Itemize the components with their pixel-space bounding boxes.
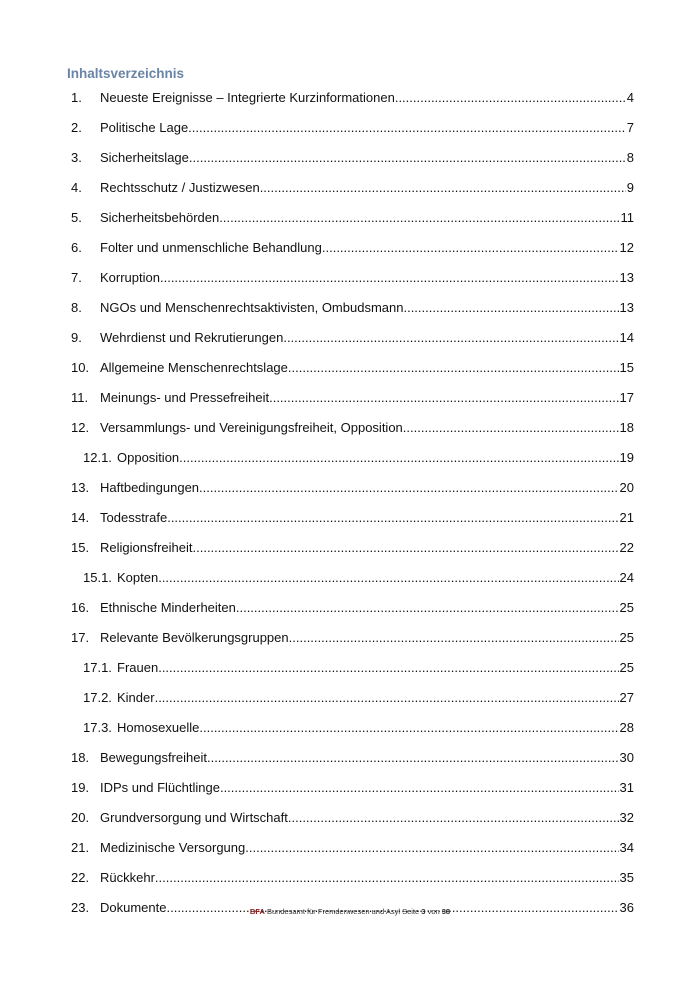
toc-entry-title[interactable]: Ethnische Minderheiten [100,600,236,615]
toc-entry-number: 16. [71,600,90,615]
toc-entry-line[interactable] [100,299,634,317]
toc-entry-title[interactable]: Relevante Bevölkerungsgruppen [100,630,289,645]
toc-entry-number: 1. [71,90,82,105]
toc-entry[interactable] [0,779,700,809]
toc-entry[interactable] [0,209,700,239]
toc-entry[interactable] [0,119,700,149]
footer-of-label: von [427,907,440,916]
toc-entry[interactable] [0,479,700,509]
toc-entry-page: 32 [619,810,634,825]
toc-entry-title[interactable]: Kinder [117,690,155,705]
toc-entry-line[interactable] [117,659,634,677]
toc-entry-number: 21. [71,840,90,855]
toc-entry-title[interactable]: Sicherheitsbehörden [100,210,220,225]
dot-leader [236,599,619,617]
toc-entry-line[interactable] [100,749,634,767]
toc-entry-line[interactable] [100,599,634,617]
toc-entry[interactable] [0,839,700,869]
toc-entry[interactable] [0,389,700,419]
toc-entry-title[interactable]: Sicherheitslage [100,150,189,165]
toc-entry[interactable] [0,809,700,839]
toc-entry-page: 13 [619,300,634,315]
toc-entry-line[interactable] [100,89,634,107]
toc-entry-number: 11. [71,390,89,405]
toc-entry-title[interactable]: Versammlungs- und Vereinigungsfreiheit, Opposition [100,420,403,435]
toc-entry-number: 6. [71,240,82,255]
toc-entry-line[interactable] [100,209,634,227]
dot-leader [269,389,618,407]
toc-entry-title[interactable]: Neueste Ereignisse – Integrierte Kurzinformationen [100,90,395,105]
toc-entry-page: 34 [619,840,634,855]
toc-entry-line[interactable] [100,779,634,797]
toc-entry-title[interactable]: Kopten [117,570,159,585]
toc-entry-page: 15 [619,360,634,375]
toc-entry-number: 17. [71,630,90,645]
toc-entry[interactable] [0,449,700,479]
toc-entry-page: 12 [619,240,634,255]
toc-entry-line[interactable] [100,239,634,257]
toc-entry-title[interactable]: Rückkehr [100,870,155,885]
toc-entry-number: 17.1. [83,660,112,675]
toc-entry-line[interactable] [100,539,634,557]
toc-entry[interactable] [0,359,700,389]
dot-leader [288,809,619,827]
toc-entry[interactable] [0,299,700,329]
toc-entry-line[interactable] [117,689,634,707]
toc-entry[interactable] [0,569,700,599]
toc-entry-page: 19 [619,450,634,465]
footer-page-number: 3 [421,907,426,916]
toc-entry[interactable] [0,749,700,779]
toc-entry-page: 20 [619,480,634,495]
dot-leader [322,239,619,257]
dot-leader [289,629,619,647]
toc-entry-number: 9. [71,330,82,345]
toc-entry-title[interactable]: Wehrdienst und Rekrutierungen [100,330,284,345]
toc-entry-title[interactable]: Todesstrafe [100,510,168,525]
toc-entry-line[interactable] [100,629,634,647]
toc-entry-number: 4. [71,180,82,195]
toc-entry-number: 10. [71,360,90,375]
toc-entry[interactable] [0,269,700,299]
dot-leader [188,119,626,137]
dot-leader [155,869,619,887]
toc-entry-line[interactable] [100,359,634,377]
dot-leader [193,539,619,557]
footer-page-label: Seite [402,907,420,916]
toc-entry-title[interactable]: IDPs und Flüchtlinge [100,780,220,795]
toc-entry-page: 30 [619,750,634,765]
toc-entry-page: 27 [619,690,634,705]
toc-entry-page: 24 [619,570,634,585]
toc-entry-line[interactable] [117,449,634,467]
toc-entry[interactable] [0,539,700,569]
dot-leader [179,449,618,467]
dot-leader [395,89,626,107]
toc-entry-number: 15. [71,540,90,555]
toc-entry-title[interactable]: Korruption [100,270,160,285]
dot-leader [260,179,626,197]
toc-entry-line[interactable] [117,569,634,587]
toc-entry-number: 22. [71,870,90,885]
toc-entry[interactable] [0,179,700,209]
toc-entry-page: 17 [619,390,634,405]
toc-entry-number: 12.1. [83,450,112,465]
toc-entry-number: 13. [71,480,90,495]
toc-entry-number: 3. [71,150,82,165]
dot-leader [160,269,619,287]
toc-entry-title[interactable]: Dokumente [100,900,167,915]
toc-entry-number: 20. [71,810,90,825]
toc-entry-number: 8. [71,300,82,315]
toc-entry-page: 8 [626,150,634,165]
toc-entry-title[interactable]: Homosexuelle [117,720,200,735]
toc-entry-title[interactable]: Opposition [117,450,180,465]
toc-entry[interactable] [0,149,700,179]
toc-entry-line[interactable] [100,329,634,347]
dot-leader [288,359,619,377]
toc-entry-title[interactable]: Bewegungsfreiheit [100,750,207,765]
toc-entry-number: 2. [71,120,82,135]
toc-entry-page: 9 [626,180,634,195]
dot-leader [167,509,618,527]
toc-entry-line[interactable] [100,419,634,437]
toc-entry-number: 23. [71,900,90,915]
toc-entry-page: 35 [619,870,634,885]
toc-entry-page: 28 [619,720,634,735]
table-of-contents [0,89,700,929]
toc-entry-title[interactable]: Grundversorgung und Wirtschaft [100,810,288,825]
toc-entry-page: 14 [619,330,634,345]
toc-entry-number: 17.2. [83,690,112,705]
toc-entry[interactable] [0,329,700,359]
footer-org: Bundesamt für Fremdenwesen und Asyl [267,907,400,916]
dot-leader [158,569,618,587]
toc-entry-page: 22 [619,540,634,555]
footer-brand-logo: BFA [249,907,265,916]
toc-entry-title[interactable]: Frauen [117,660,159,675]
dot-leader [245,839,618,857]
toc-entry-line[interactable] [117,719,634,737]
toc-entry-number: 14. [71,510,90,525]
dot-leader [155,689,619,707]
toc-entry-title[interactable]: Religionsfreiheit [100,540,193,555]
page-footer [0,907,700,916]
toc-entry-title[interactable]: Haftbedingungen [100,480,200,495]
toc-entry-page: 21 [619,510,634,525]
toc-entry-title[interactable]: Rechtsschutz / Justizwesen [100,180,260,195]
toc-entry-line[interactable] [100,869,634,887]
toc-entry-line[interactable] [100,479,634,497]
toc-entry-page: 25 [619,600,634,615]
toc-entry[interactable] [0,509,700,539]
toc-entry-title[interactable]: Politische Lage [100,120,189,135]
toc-entry-title[interactable]: Folter und unmenschliche Behandlung [100,240,322,255]
dot-leader [283,329,618,347]
toc-entry-line[interactable] [100,119,634,137]
dot-leader [189,149,626,167]
toc-entry-number: 18. [71,750,90,765]
toc-entry[interactable] [0,869,700,899]
dot-leader [199,479,619,497]
toc-heading: Inhaltsverzeichnis [67,66,185,81]
toc-entry-title[interactable]: Medizinische Versorgung [100,840,246,855]
toc-entry-number: 5. [71,210,82,225]
toc-entry-title[interactable]: NGOs und Menschenrechtsaktivisten, Ombudsmann [100,300,404,315]
toc-entry[interactable] [0,659,700,689]
toc-entry[interactable] [0,599,700,629]
toc-entry-page: 36 [619,900,634,915]
toc-entry-number: 17.3. [83,720,112,735]
toc-entry-number: 19. [71,780,90,795]
toc-entry-page: 25 [619,660,634,675]
toc-entry-page: 4 [626,90,634,105]
toc-entry-page: 18 [619,420,634,435]
toc-entry[interactable] [0,239,700,269]
toc-entry[interactable] [0,419,700,449]
toc-entry-page: 11 [620,210,634,225]
toc-entry-page: 13 [619,270,634,285]
dot-leader [220,779,619,797]
dot-leader [219,209,619,227]
toc-entry-number: 7. [71,270,82,285]
toc-entry-line[interactable] [100,179,634,197]
toc-entry-title[interactable]: Meinungs- und Pressefreiheit [100,390,270,405]
toc-entry[interactable] [0,629,700,659]
dot-leader [207,749,619,767]
dot-leader [158,659,618,677]
toc-entry-line[interactable] [100,509,634,527]
toc-entry-line[interactable] [100,839,634,857]
toc-entry[interactable] [0,689,700,719]
toc-entry-line[interactable] [100,809,634,827]
toc-entry-page: 25 [619,630,634,645]
toc-entry-page: 7 [626,120,634,135]
toc-entry-line[interactable] [100,149,634,167]
dot-leader [403,419,619,437]
footer-page-total: 38 [441,907,451,916]
dot-leader [199,719,618,737]
toc-entry-page: 31 [619,780,634,795]
toc-entry-line[interactable] [100,389,634,407]
toc-entry-line[interactable] [100,269,634,287]
toc-entry-number: 15.1. [83,570,112,585]
toc-entry[interactable] [0,89,700,119]
toc-entry[interactable] [0,719,700,749]
dot-leader [403,299,618,317]
toc-entry-number: 12. [71,420,90,435]
toc-entry-title[interactable]: Allgemeine Menschenrechtslage [100,360,288,375]
